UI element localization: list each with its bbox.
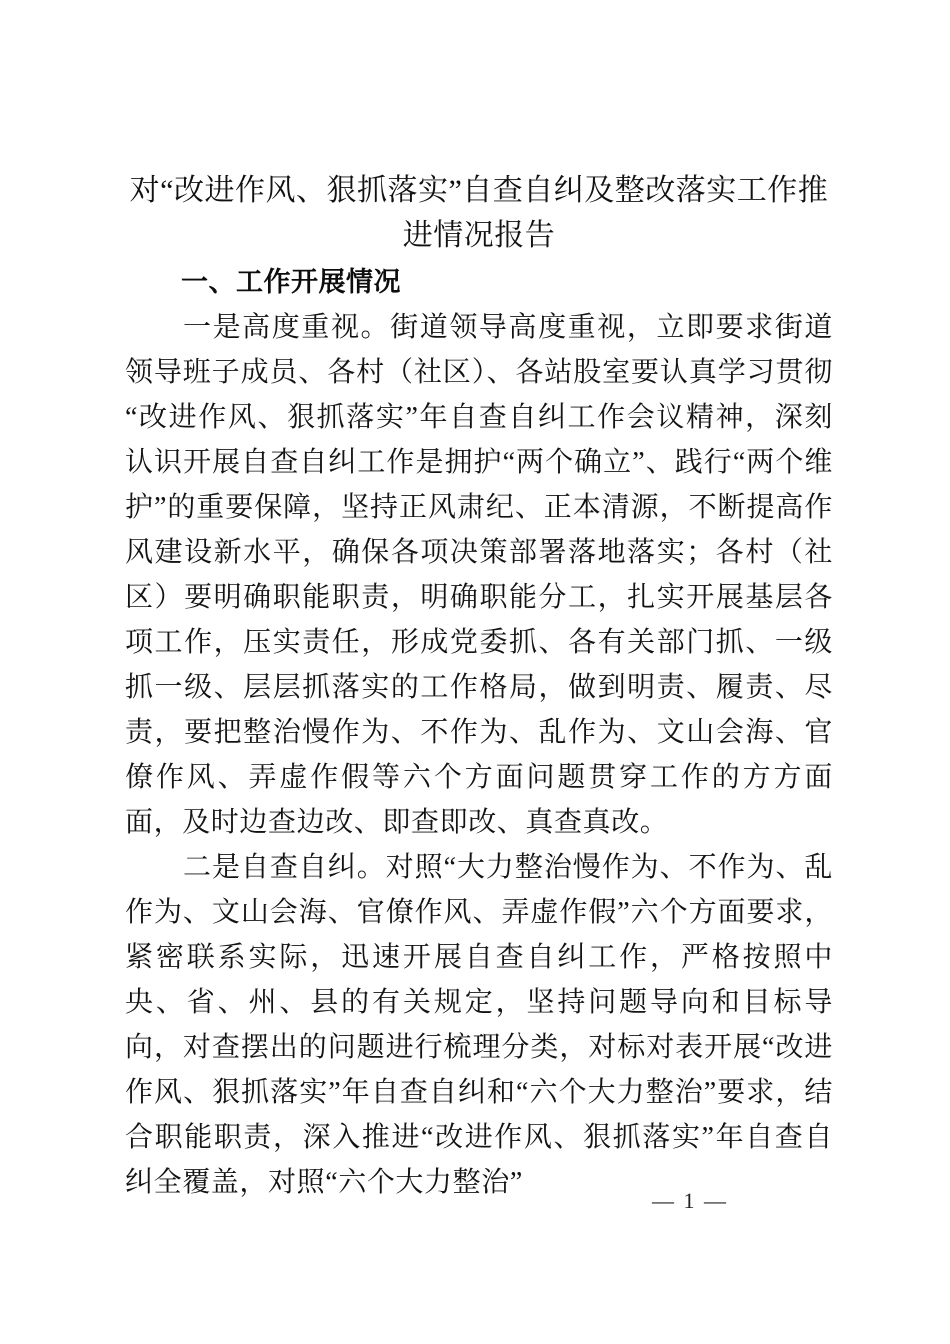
section-heading-work-progress: 一、工作开展情况 xyxy=(181,267,401,297)
document-content xyxy=(125,168,833,1205)
page-number: — 1 — xyxy=(652,1188,728,1213)
page-title: 对“改进作风、狠抓落实”自查自纠及整改落实工作推进情况报告 xyxy=(129,174,829,252)
body-paragraph-two: 二是自查自纠。对照“大力整治慢作为、不作为、乱作为、文山会海、官僚作风、弄虚作假”六个方面要求，紧密联系实际，迅速开展自查自纠工作，严格按照中央、省、州、县的有关规定，坚持问题导向和目标导向，对查摆出的问题进行梳理分类，对标对表开展“改进作风、狠抓落实”年自查自纠和“六个大力整治”要求，结合职能职责，深入推进“改进作风、狠抓落实”年自查自纠全覆盖，对照“六个大力整治” xyxy=(125,852,833,1198)
page-footer xyxy=(0,1188,950,1214)
body-paragraph-one: 一是高度重视。街道领导高度重视，立即要求街道领导班子成员、各村（社区）、各站股室要认真学习贯彻“改进作风、狠抓落实”年自查自纠工作会议精神，深刻认识开展自查自纠工作是拥护“两个确立”、践行“两个维护”的重要保障，坚持正风肃纪、正本清源，不断提高作风建设新水平，确保各项决策部署落地落实；各村（社区）要明确职能职责，明确职能分工，扎实开展基层各项工作，压实责任，形成党委抓、各有关部门抓、一级抓一级、层层抓落实的工作格局，做到明责、履责、尽责，要把整治慢作为、不作为、乱作为、文山会海、官僚作风、弄虚作假等六个方面问题贯穿工作的方方面面，及时边查边改、即查即改、真查真改。 xyxy=(125,312,833,838)
